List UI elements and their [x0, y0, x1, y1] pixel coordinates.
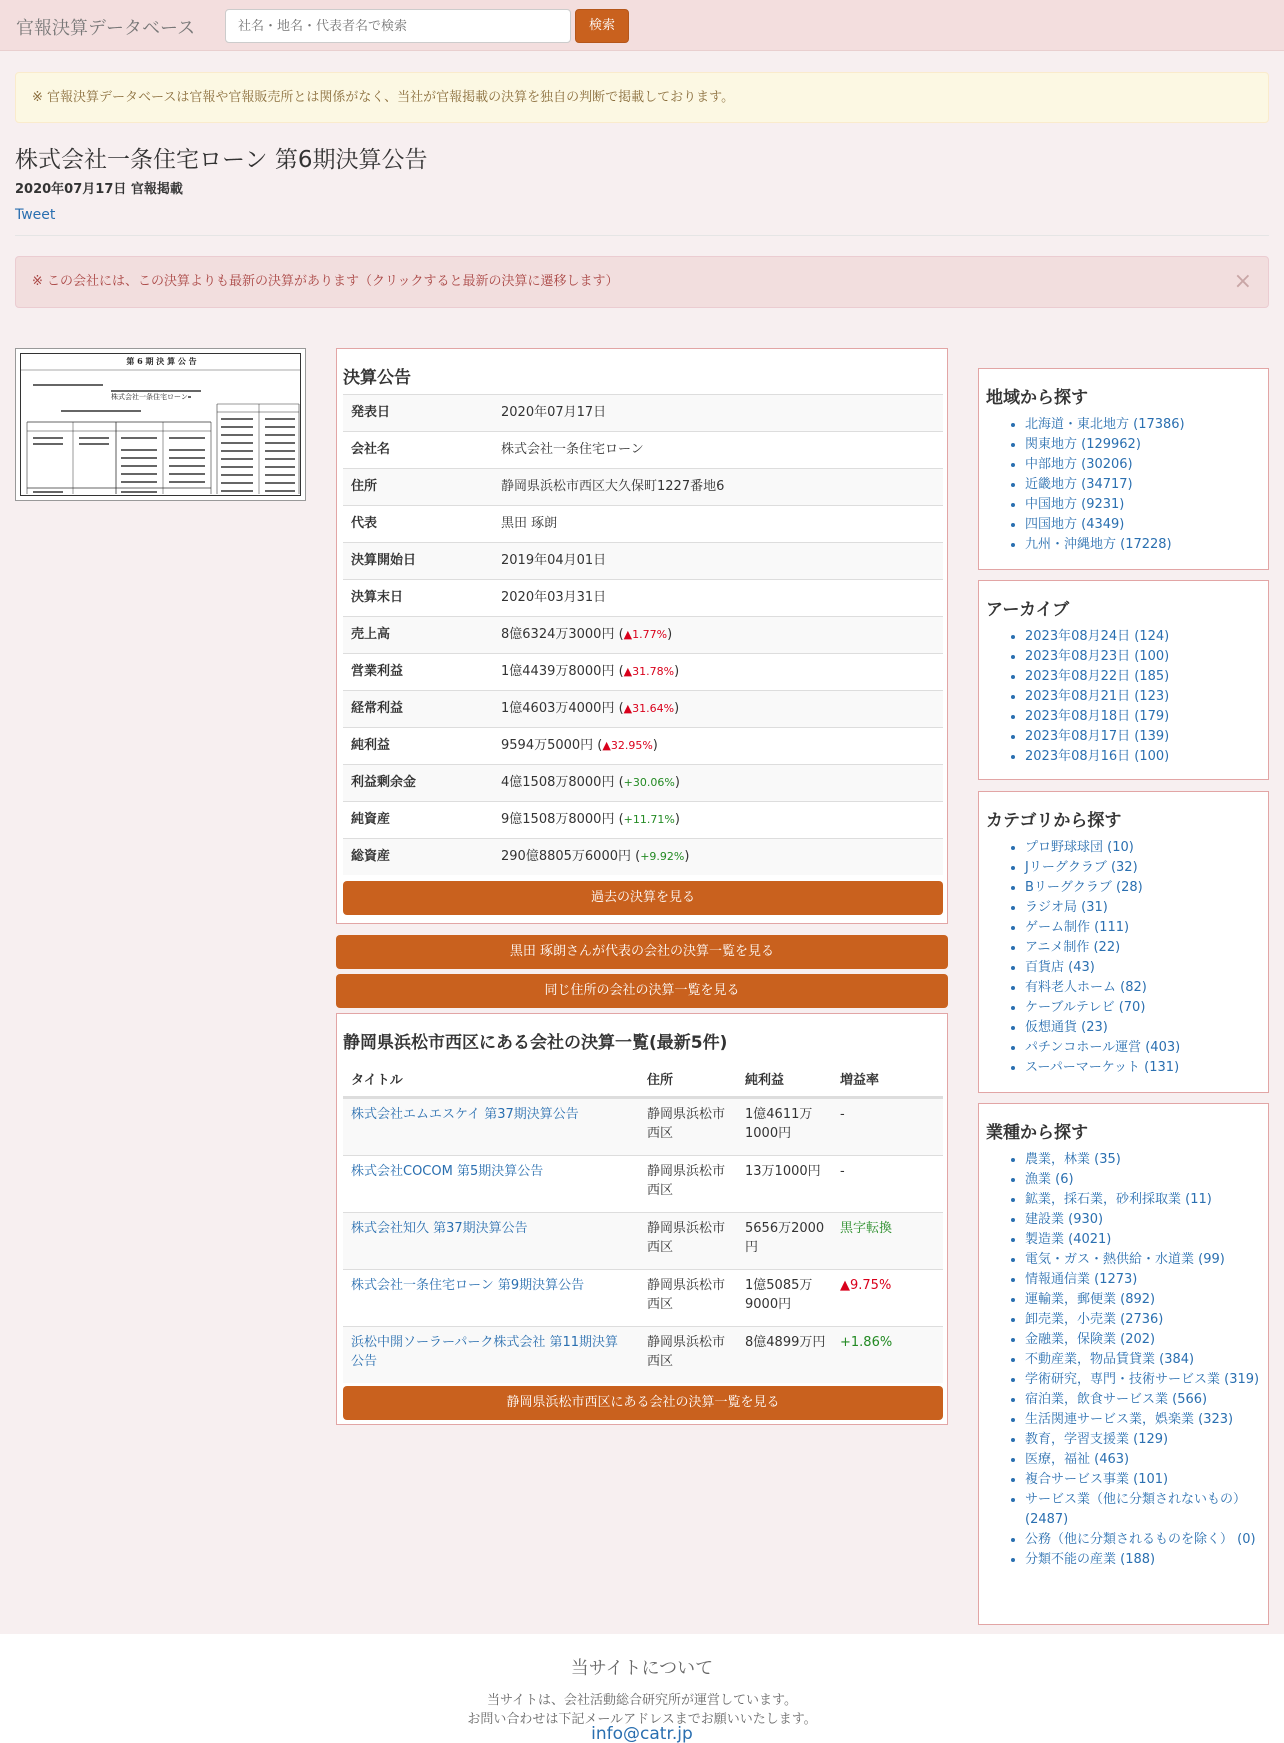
filing-address: 静岡県浜松市西区 — [647, 1278, 726, 1312]
kessan-row-value: 8億6324万3000円 (▲1.77%) — [501, 627, 673, 642]
industry-list-item[interactable] — [1025, 1270, 1261, 1290]
category-link[interactable]: Bリーグクラブ (28) — [1025, 880, 1143, 895]
industry-link[interactable]: 情報通信業 (1273) — [1025, 1272, 1138, 1287]
change-rate-badge: +11.71% — [623, 813, 675, 826]
kessan-value-text: 1億4603万4000円 — [501, 701, 615, 716]
kessan-row-value: 9億1508万8000円 (+11.71%) — [501, 812, 680, 827]
region-link[interactable]: 九州・沖縄地方 (17228) — [1025, 537, 1172, 552]
industry-link[interactable]: 農業，林業 (35) — [1025, 1152, 1121, 1167]
industry-list-item[interactable] — [1025, 1390, 1261, 1410]
area-table-row — [343, 1155, 943, 1212]
filing-address: 静岡県浜松市西区 — [647, 1107, 726, 1141]
kessan-row-value — [501, 580, 606, 616]
archive-list-item[interactable] — [1025, 707, 1169, 727]
industry-link[interactable]: 製造業 (4021) — [1025, 1232, 1112, 1247]
area-table-header: 住所 — [647, 1073, 674, 1088]
category-list-item[interactable] — [1025, 1018, 1180, 1038]
category-list — [1025, 838, 1180, 1078]
area-table-header: 増益率 — [840, 1073, 880, 1088]
category-list-item[interactable] — [1025, 1058, 1180, 1078]
industry-list-item[interactable] — [1025, 1210, 1261, 1230]
archive-list-item[interactable] — [1025, 727, 1169, 747]
filing-title-link[interactable]: 株式会社知久 第37期決算公告 — [351, 1221, 528, 1236]
industry-list-item[interactable] — [1025, 1330, 1261, 1350]
category-link[interactable]: 有料老人ホーム (82) — [1025, 980, 1147, 995]
filing-growth-rate: ▲9.75% — [840, 1278, 892, 1293]
industry-list — [1025, 1150, 1261, 1570]
filing-title-link[interactable]: 株式会社一条住宅ローン 第9期決算公告 — [351, 1278, 585, 1293]
kessan-row-label: 利益剰余金 — [351, 775, 417, 790]
alert-text: ※ この会社には、この決算よりも最新の決算があります（クリックすると最新の決算に遷移します） — [32, 274, 619, 289]
category-link[interactable]: Jリーグクラブ (32) — [1025, 860, 1138, 875]
kessan-value-text: 2020年03月31日 — [501, 590, 607, 605]
gazette-scan-image — [20, 353, 301, 496]
kessan-value-text: 2020年07月17日 — [501, 405, 607, 420]
kessan-value-text: 2019年04月01日 — [501, 553, 607, 568]
region-list-item[interactable] — [1025, 435, 1185, 455]
kessan-title: 決算公告 — [343, 368, 411, 388]
industry-list-item[interactable] — [1025, 1450, 1261, 1470]
kessan-row-value: 4億1508万8000円 (+30.06%) — [501, 775, 680, 790]
archive-link[interactable]: 2023年08月21日 (123) — [1025, 689, 1170, 704]
change-rate-badge: ▲31.64% — [623, 702, 675, 715]
site-brand[interactable]: 官報決算データベース — [16, 18, 196, 39]
area-filings-title: 静岡県浜松市西区にある会社の決算一覧(最新5件) — [343, 1033, 728, 1053]
change-rate-badge: +9.92% — [640, 850, 685, 863]
region-title: 地域から探す — [986, 388, 1088, 408]
area-table-row — [343, 1326, 943, 1383]
archive-list-item[interactable] — [1025, 687, 1169, 707]
kessan-row-label: 営業利益 — [351, 664, 404, 679]
representative-filings-button[interactable]: 黒田 琢朗さんが代表の会社の決算一覧を見る — [336, 935, 948, 969]
category-link[interactable]: 百貨店 (43) — [1025, 960, 1095, 975]
industry-list-item[interactable] — [1025, 1190, 1261, 1210]
category-link[interactable]: パチンコホール運営 (403) — [1025, 1040, 1181, 1055]
industry-link[interactable]: 運輸業，郵便業 (892) — [1025, 1292, 1156, 1307]
navbar — [0, 0, 1284, 51]
industry-list-item[interactable] — [1025, 1370, 1261, 1390]
kessan-row — [343, 616, 943, 653]
kessan-row-label: 決算開始日 — [351, 553, 417, 568]
footer-title: 当サイトについて — [570, 1658, 714, 1679]
industry-link[interactable]: 漁業 (6) — [1025, 1172, 1074, 1187]
kessan-row-label: 代表 — [351, 516, 378, 531]
industry-list-item[interactable] — [1025, 1170, 1261, 1190]
category-link[interactable]: プロ野球球団 (10) — [1025, 840, 1134, 855]
kessan-value-text: 9594万5000円 — [501, 738, 594, 753]
industry-list-item[interactable] — [1025, 1470, 1261, 1490]
filing-address: 静岡県浜松市西区 — [647, 1221, 726, 1255]
change-rate-badge: ▲32.95% — [602, 739, 653, 752]
area-table-row — [343, 1098, 943, 1155]
category-list-item[interactable] — [1025, 978, 1180, 998]
kessan-row — [343, 579, 943, 616]
industry-link[interactable]: 学術研究，専門・技術サービス業 (319) — [1025, 1372, 1260, 1387]
archive-link[interactable]: 2023年08月24日 (124) — [1025, 629, 1170, 644]
industry-link[interactable]: 宿泊業，飲食サービス業 (566) — [1025, 1392, 1208, 1407]
footer — [0, 1634, 1284, 1743]
kessan-row — [343, 764, 943, 801]
archive-list-item[interactable] — [1025, 647, 1169, 667]
kessan-row-value — [501, 469, 724, 505]
kessan-row — [343, 468, 943, 505]
industry-link[interactable]: 複合サービス事業 (101) — [1025, 1472, 1169, 1487]
kessan-row-label: 住所 — [351, 479, 378, 494]
kessan-value-text: 静岡県浜松市西区大久保町1227番地6 — [501, 479, 725, 494]
kessan-row — [343, 542, 943, 579]
gazette-table-graphic — [21, 354, 301, 495]
kessan-row-value — [501, 432, 644, 468]
kessan-row — [343, 394, 943, 431]
archive-link[interactable]: 2023年08月23日 (100) — [1025, 649, 1170, 664]
region-link[interactable]: 関東地方 (129962) — [1025, 437, 1141, 452]
filing-growth-rate: 黒字転換 — [840, 1221, 893, 1236]
kessan-row-label: 総資産 — [351, 849, 391, 864]
kessan-row — [343, 505, 943, 542]
category-list-item[interactable] — [1025, 998, 1180, 1018]
region-list-item[interactable] — [1025, 515, 1185, 535]
industry-list-item[interactable] — [1025, 1290, 1261, 1310]
filing-address: 静岡県浜松市西区 — [647, 1164, 726, 1198]
category-link[interactable]: ゲーム制作 (111) — [1025, 920, 1130, 935]
industry-list-item[interactable] — [1025, 1310, 1261, 1330]
change-rate-badge: ▲31.78% — [623, 665, 675, 678]
area-table-row — [343, 1212, 943, 1269]
disclaimer-notice: ※ 官報決算データベースは官報や官報販売所とは関係がなく、当社が官報掲載の決算を独自の判断で掲載しております。 — [15, 72, 1269, 123]
industry-link[interactable]: 教育，学習支援業 (129) — [1025, 1432, 1169, 1447]
archive-link[interactable]: 2023年08月16日 (100) — [1025, 749, 1170, 764]
archive-link[interactable]: 2023年08月18日 (179) — [1025, 709, 1170, 724]
footer-operator-text: 当サイトは、会社活動総合研究所が運営しています。 — [486, 1693, 798, 1708]
kessan-row-label: 売上高 — [351, 627, 391, 642]
kessan-value-text: 1億4439万8000円 — [501, 664, 615, 679]
search-input[interactable] — [225, 9, 571, 43]
industry-list-item[interactable] — [1025, 1530, 1261, 1550]
footer-contact-text: お問い合わせは下記メールアドレスまでお願いいたします。 — [467, 1712, 817, 1727]
kessan-row — [343, 838, 943, 875]
kessan-row-label: 決算末日 — [351, 590, 404, 605]
filing-title-link[interactable]: 浜松中開ソーラーパーク株式会社 第11期決算公告 — [351, 1335, 619, 1369]
region-list-item[interactable] — [1025, 535, 1185, 555]
sidebar-region — [978, 368, 1269, 570]
category-list-item[interactable] — [1025, 838, 1180, 858]
archive-link[interactable]: 2023年08月22日 (185) — [1025, 669, 1170, 684]
industry-link[interactable]: 分類不能の産業 (188) — [1025, 1552, 1156, 1567]
kessan-row-value — [501, 395, 606, 431]
filing-net-profit: 1億5085万9000円 — [745, 1278, 813, 1312]
industry-link[interactable]: サービス業（他に分類されないもの） (2487) — [1025, 1492, 1247, 1527]
tweet-link[interactable]: Tweet — [15, 207, 56, 223]
category-list-item[interactable] — [1025, 878, 1180, 898]
kessan-row-value: 290億8805万6000円 (+9.92%) — [501, 849, 690, 864]
change-rate-badge: ▲1.77% — [623, 628, 668, 641]
filing-title-link[interactable]: 株式会社COCOM 第5期決算公告 — [351, 1164, 544, 1179]
kessan-value-text: 8億6324万3000円 — [501, 627, 615, 642]
divider — [15, 235, 1269, 236]
category-link[interactable]: スーパーマーケット (131) — [1025, 1060, 1180, 1075]
region-link[interactable]: 中部地方 (30206) — [1025, 457, 1133, 472]
region-list-item[interactable] — [1025, 455, 1185, 475]
filing-net-profit: 5656万2000円 — [745, 1221, 825, 1255]
archive-list-item[interactable] — [1025, 627, 1169, 647]
gazette-company: 株式会社一条住宅ローン — [111, 393, 188, 401]
industry-list-item[interactable] — [1025, 1250, 1261, 1270]
region-link[interactable]: 近畿地方 (34717) — [1025, 477, 1133, 492]
category-list-item[interactable] — [1025, 938, 1180, 958]
close-icon[interactable]: × — [1233, 269, 1252, 294]
footer-email-link[interactable]: info@catr.jp — [591, 1724, 693, 1743]
filing-growth-rate: - — [840, 1107, 845, 1122]
industry-link[interactable]: 建設業 (930) — [1025, 1212, 1104, 1227]
gazette-heading: 第 6 期 決 算 公 告 — [126, 356, 197, 366]
sidebar-category — [978, 791, 1269, 1093]
filing-growth-rate: - — [840, 1164, 845, 1179]
region-list-item[interactable] — [1025, 475, 1185, 495]
past-filings-button[interactable]: 過去の決算を見る — [343, 881, 943, 915]
kessan-row — [343, 727, 943, 764]
kessan-row-label: 発表日 — [351, 405, 391, 420]
filing-net-profit: 8億4899万円 — [745, 1335, 826, 1350]
category-link[interactable]: ラジオ局 (31) — [1025, 900, 1108, 915]
industry-list-item[interactable] — [1025, 1150, 1261, 1170]
category-list-item[interactable] — [1025, 1038, 1180, 1058]
area-table-header: タイトル — [351, 1073, 403, 1088]
industry-title: 業種から探す — [986, 1123, 1088, 1143]
area-filings-panel — [336, 1013, 948, 1425]
kessan-row-value: 9594万5000円 (▲32.95%) — [501, 738, 658, 753]
kessan-row — [343, 690, 943, 727]
page-title: 株式会社一条住宅ローン 第6期決算公告 — [15, 147, 428, 173]
region-link[interactable]: 中国地方 (9231) — [1025, 497, 1125, 512]
filing-net-profit: 13万1000円 — [745, 1164, 821, 1179]
filing-address: 静岡県浜松市西区 — [647, 1335, 726, 1369]
category-list-item[interactable] — [1025, 858, 1180, 878]
kessan-value-text: 黒田 琢朗 — [501, 516, 558, 531]
category-title: カテゴリから探す — [986, 811, 1122, 831]
region-link[interactable]: 四国地方 (4349) — [1025, 517, 1125, 532]
industry-link[interactable]: 電気・ガス・熱供給・水道業 (99) — [1025, 1252, 1225, 1267]
industry-list-item[interactable] — [1025, 1410, 1261, 1430]
area-filings-button[interactable]: 静岡県浜松市西区にある会社の決算一覧を見る — [343, 1386, 943, 1420]
industry-list-item[interactable] — [1025, 1350, 1261, 1370]
industry-list-item[interactable] — [1025, 1430, 1261, 1450]
filing-growth-rate: +1.86% — [840, 1335, 893, 1350]
region-list — [1025, 415, 1185, 555]
filing-net-profit: 1億4611万1000円 — [745, 1107, 813, 1141]
industry-list-item[interactable] — [1025, 1490, 1261, 1530]
kessan-row-label: 純利益 — [351, 738, 391, 753]
kessan-row-label: 経常利益 — [351, 701, 404, 716]
category-list-item[interactable] — [1025, 918, 1180, 938]
industry-list-item[interactable] — [1025, 1230, 1261, 1250]
kessan-value-text: 株式会社一条住宅ローン — [501, 442, 644, 457]
category-list-item[interactable] — [1025, 898, 1180, 918]
industry-link[interactable]: 金融業，保険業 (202) — [1025, 1332, 1156, 1347]
category-list-item[interactable] — [1025, 958, 1180, 978]
category-link[interactable]: ケーブルテレビ (70) — [1025, 1000, 1146, 1015]
industry-link[interactable]: 公務（他に分類されるものを除く） (0) — [1025, 1532, 1256, 1547]
kessan-value-text: 4億1508万8000円 — [501, 775, 615, 790]
kessan-row — [343, 653, 943, 690]
kessan-row-value — [501, 543, 606, 579]
archive-list-item[interactable] — [1025, 667, 1169, 687]
kessan-panel — [336, 348, 948, 924]
category-link[interactable]: 仮想通貨 (23) — [1025, 1020, 1108, 1035]
filing-title-link[interactable]: 株式会社エムエスケイ 第37期決算公告 — [351, 1107, 579, 1122]
kessan-row — [343, 801, 943, 838]
industry-link[interactable]: 生活関連サービス業，娯楽業 (323) — [1025, 1412, 1234, 1427]
kessan-value-text: 290億8805万6000円 — [501, 849, 631, 864]
search-button[interactable]: 検索 — [575, 9, 629, 43]
industry-link[interactable]: 鉱業，採石業，砂利採取業 (11) — [1025, 1192, 1212, 1207]
kessan-row-label: 純資産 — [351, 812, 391, 827]
archive-title: アーカイブ — [986, 600, 1070, 620]
archive-link[interactable]: 2023年08月17日 (139) — [1025, 729, 1170, 744]
industry-link[interactable]: 卸売業，小売業 (2736) — [1025, 1312, 1164, 1327]
region-link[interactable]: 北海道・東北地方 (17386) — [1025, 417, 1185, 432]
kessan-row-label: 会社名 — [351, 442, 391, 457]
region-list-item[interactable] — [1025, 495, 1185, 515]
kessan-row-value — [501, 506, 557, 542]
archive-list — [1025, 627, 1169, 767]
kessan-value-text: 9億1508万8000円 — [501, 812, 615, 827]
region-list-item[interactable] — [1025, 415, 1185, 435]
area-table-header: 純利益 — [745, 1073, 785, 1088]
newer-filing-alert[interactable] — [15, 256, 1269, 308]
publication-date: 2020年07月17日 官報掲載 — [15, 182, 183, 197]
gazette-thumbnail[interactable] — [15, 348, 306, 501]
kessan-row — [343, 431, 943, 468]
kessan-row-value: 1億4603万4000円 (▲31.64%) — [501, 701, 680, 716]
kessan-row-value: 1億4439万8000円 (▲31.78%) — [501, 664, 680, 679]
category-link[interactable]: アニメ制作 (22) — [1025, 940, 1121, 955]
sidebar-industry — [978, 1103, 1269, 1625]
archive-list-item[interactable] — [1025, 747, 1169, 767]
industry-link[interactable]: 不動産業，物品賃貸業 (384) — [1025, 1352, 1195, 1367]
area-table-row — [343, 1269, 943, 1326]
sidebar-archive — [978, 580, 1269, 780]
industry-link[interactable]: 医療，福祉 (463) — [1025, 1452, 1130, 1467]
change-rate-badge: +30.06% — [623, 776, 675, 789]
industry-list-item[interactable] — [1025, 1550, 1261, 1570]
same-address-filings-button[interactable]: 同じ住所の会社の決算一覧を見る — [336, 974, 948, 1008]
